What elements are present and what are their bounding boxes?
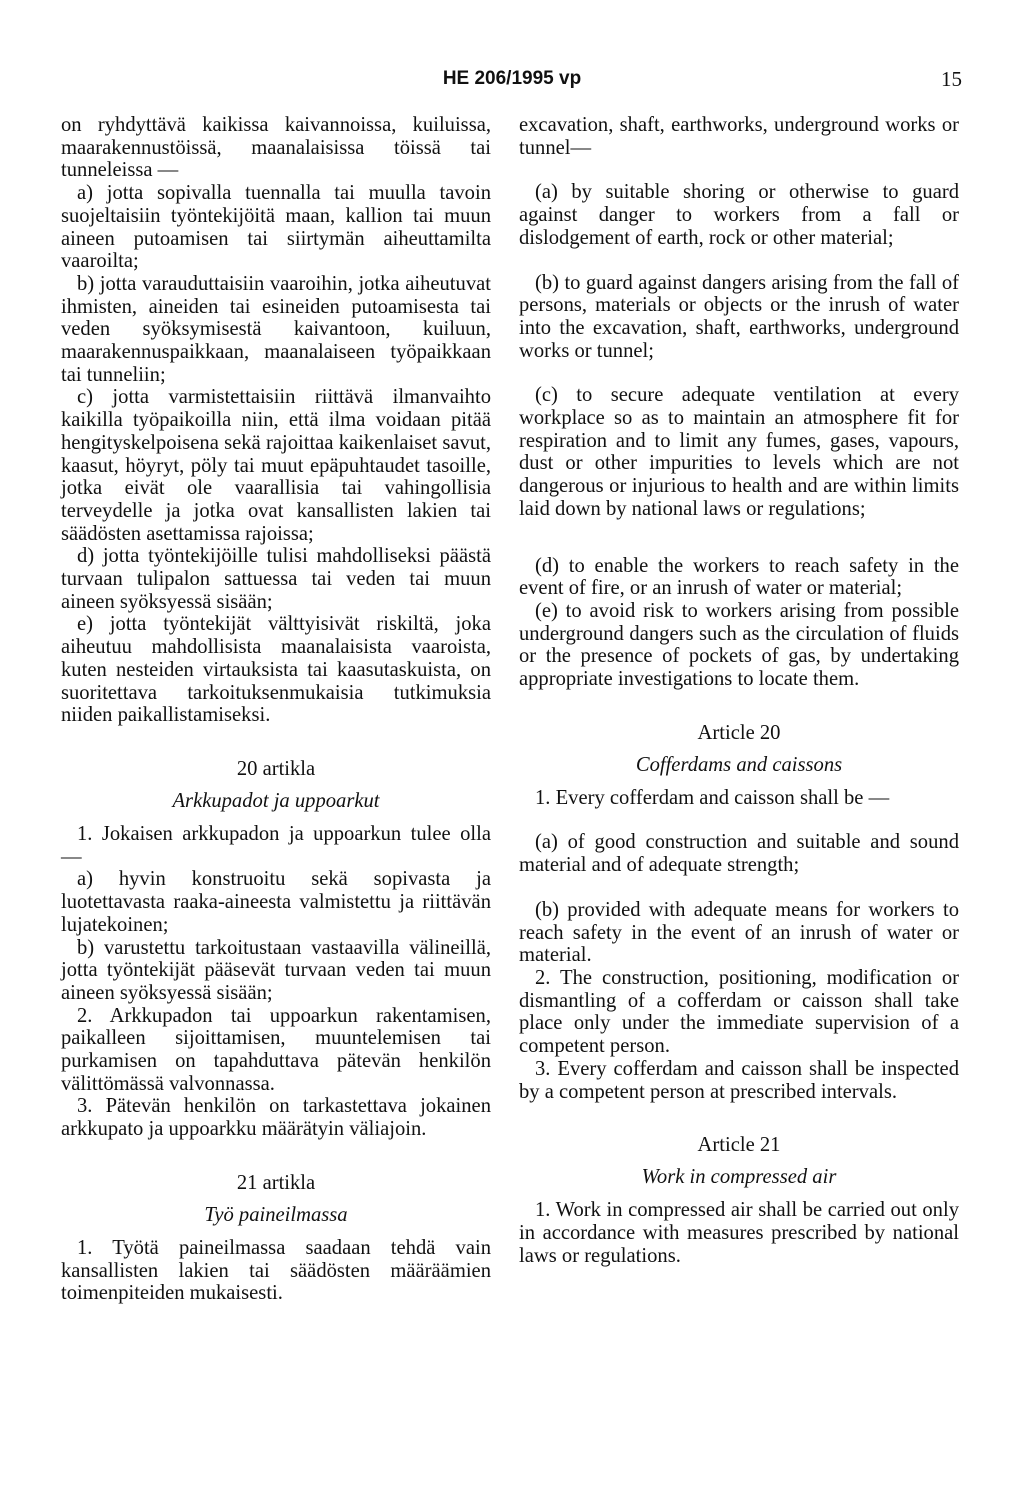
paragraph: 1. Every cofferdam and caisson shall be — <box>535 786 890 809</box>
list-item: (b) provided with adequate means for workers to reach safety in the event of an inrush of water or material. <box>519 898 959 967</box>
article-heading: Article 20 <box>697 721 781 744</box>
paragraph: 3. Pätevän henkilön on tarkastettava jokainen arkkupato ja uppoarkku määrätyin väliajoin. <box>61 1095 491 1141</box>
english-column <box>519 114 959 1267</box>
list-item: (e) to avoid risk to workers arising from possible underground dangers such as the circulation of fluids or the presence of pockets of gas, by undertaking appropriate investigations to locate them. <box>519 599 959 691</box>
article-heading: 20 artikla <box>236 757 316 780</box>
list-item: a) jotta sopivalla tuennalla tai muulla tavoin suojeltaisiin työntekijöitä maan, kallion tai muun aineen putoamisen tai siirtymän aiheuttamilta vaaroilta; <box>61 182 491 273</box>
article-title: Työ paineilmassa <box>204 1203 348 1226</box>
article-title: Work in compressed air <box>641 1166 837 1189</box>
paragraph: 1. Jokaisen arkkupadon ja uppoarkun tulee olla — <box>61 822 491 868</box>
list-item: (a) by suitable shoring or otherwise to guard against danger to workers from a fall or dislodgement of earth, rock or other material; <box>519 181 959 249</box>
paragraph: 1. Työtä paineilmassa saadaan tehdä vain kansallisten lakien tai säädösten määräämien toimenpiteiden mukaisesti. <box>61 1236 491 1305</box>
list-item: (b) to guard against dangers arising from the fall of persons, materials or objects or the inrush of water into the excavation, shaft, earthworks, underground works or tunnel; <box>519 271 959 362</box>
paragraph: 2. Arkkupadon tai uppoarkun rakentamisen, paikalleen sijoittamisen, muuntelemisen tai purkamisen on tapahduttava pätevän henkilön välittömässä valvonnassa. <box>61 1004 491 1095</box>
list-item: b) varustettu tarkoitustaan vastaavilla välineillä, jotta työntekijät pääsevät turvaan veden tai muun aineen syöksyessä sisään; <box>61 936 491 1004</box>
list-item: b) jotta varauduttaisiin vaaroihin, jotka aiheutuvat ihmisten, aineiden tai esineiden putoamisesta tai veden syöksymisestä kaivantoon, kuiluun, maarakennuspaikkaan, maanalaiseen työpaikkaan tai tunneliin; <box>61 272 491 386</box>
paragraph: 1. Work in compressed air shall be carried out only in accordance with measures prescribed by national laws or regulations. <box>519 1199 959 1267</box>
intro-paragraph: on ryhdyttävä kaikissa kaivannoissa, kuiluissa, maarakennustöissä, maanalaisissa töissä tai tunneleissa — <box>61 114 491 182</box>
page-number: 15 <box>941 67 962 91</box>
list-item: a) hyvin konstruoitu sekä sopivasta ja luotettavasta raaka-aineesta valmistettu ja riittävän lujatekoinen; <box>61 868 491 936</box>
intro-paragraph: excavation, shaft, earthworks, underground works or tunnel— <box>519 114 959 159</box>
document-id: HE 206/1995 vp <box>442 68 582 89</box>
article-heading: 21 artikla <box>236 1171 316 1194</box>
list-item: (c) to secure adequate ventilation at every workplace so as to maintain an atmosphere fit for respiration and to limit any fumes, gases, vapours, dust or other impurities to levels which are not dangerous or injurious to health and are within limits laid down by national laws or regulations; <box>519 384 959 520</box>
list-item: (a) of good construction and suitable and sound material and of adequate strength; <box>519 831 959 877</box>
list-item: d) jotta työntekijöille tulisi mahdolliseksi päästä turvaan tulipalon sattuessa tai veden tai muun aineen syöksyessä sisään; <box>61 545 491 613</box>
paragraph: 3. Every cofferdam and caisson shall be inspected by a competent person at prescribed intervals. <box>519 1057 959 1103</box>
article-heading: Article 21 <box>697 1134 781 1157</box>
page-header <box>0 62 1024 96</box>
article-title: Arkkupadot ja uppoarkut <box>172 789 380 812</box>
paragraph: 2. The construction, positioning, modification or dismantling of a cofferdam or caisson shall take place only under the immediate supervision of a competent person. <box>519 966 959 1058</box>
finnish-column <box>61 114 491 1305</box>
list-item: (d) to enable the workers to reach safety in the event of fire, or an inrush of water or material; <box>519 554 959 600</box>
article-title: Cofferdams and caissons <box>635 753 843 776</box>
list-item: c) jotta varmistettaisiin riittävä ilmanvaihto kaikilla työpaikoilla niin, että ilma voidaan pitää hengityskelpoisena sekä rajoittaa kaikenlaiset savut, kaasut, höyryt, pöly tai muut epäpuhtaudet tasoille, jotka eivät ole vaarallisia tai vahingollisia terveydelle ja jotka ovat kansallisten lakien tai säädösten asettamissa rajoissa; <box>61 386 491 545</box>
list-item: e) jotta työntekijät välttyisivät riskiltä, joka aiheutuu mahdollisista maanalaisista vaaroista, kuten nesteiden virtauksista tai kaasutaskuista, on suoritettava tarkoituksenmukaisia tutkimuksia niiden paikallistamiseksi. <box>61 613 491 727</box>
